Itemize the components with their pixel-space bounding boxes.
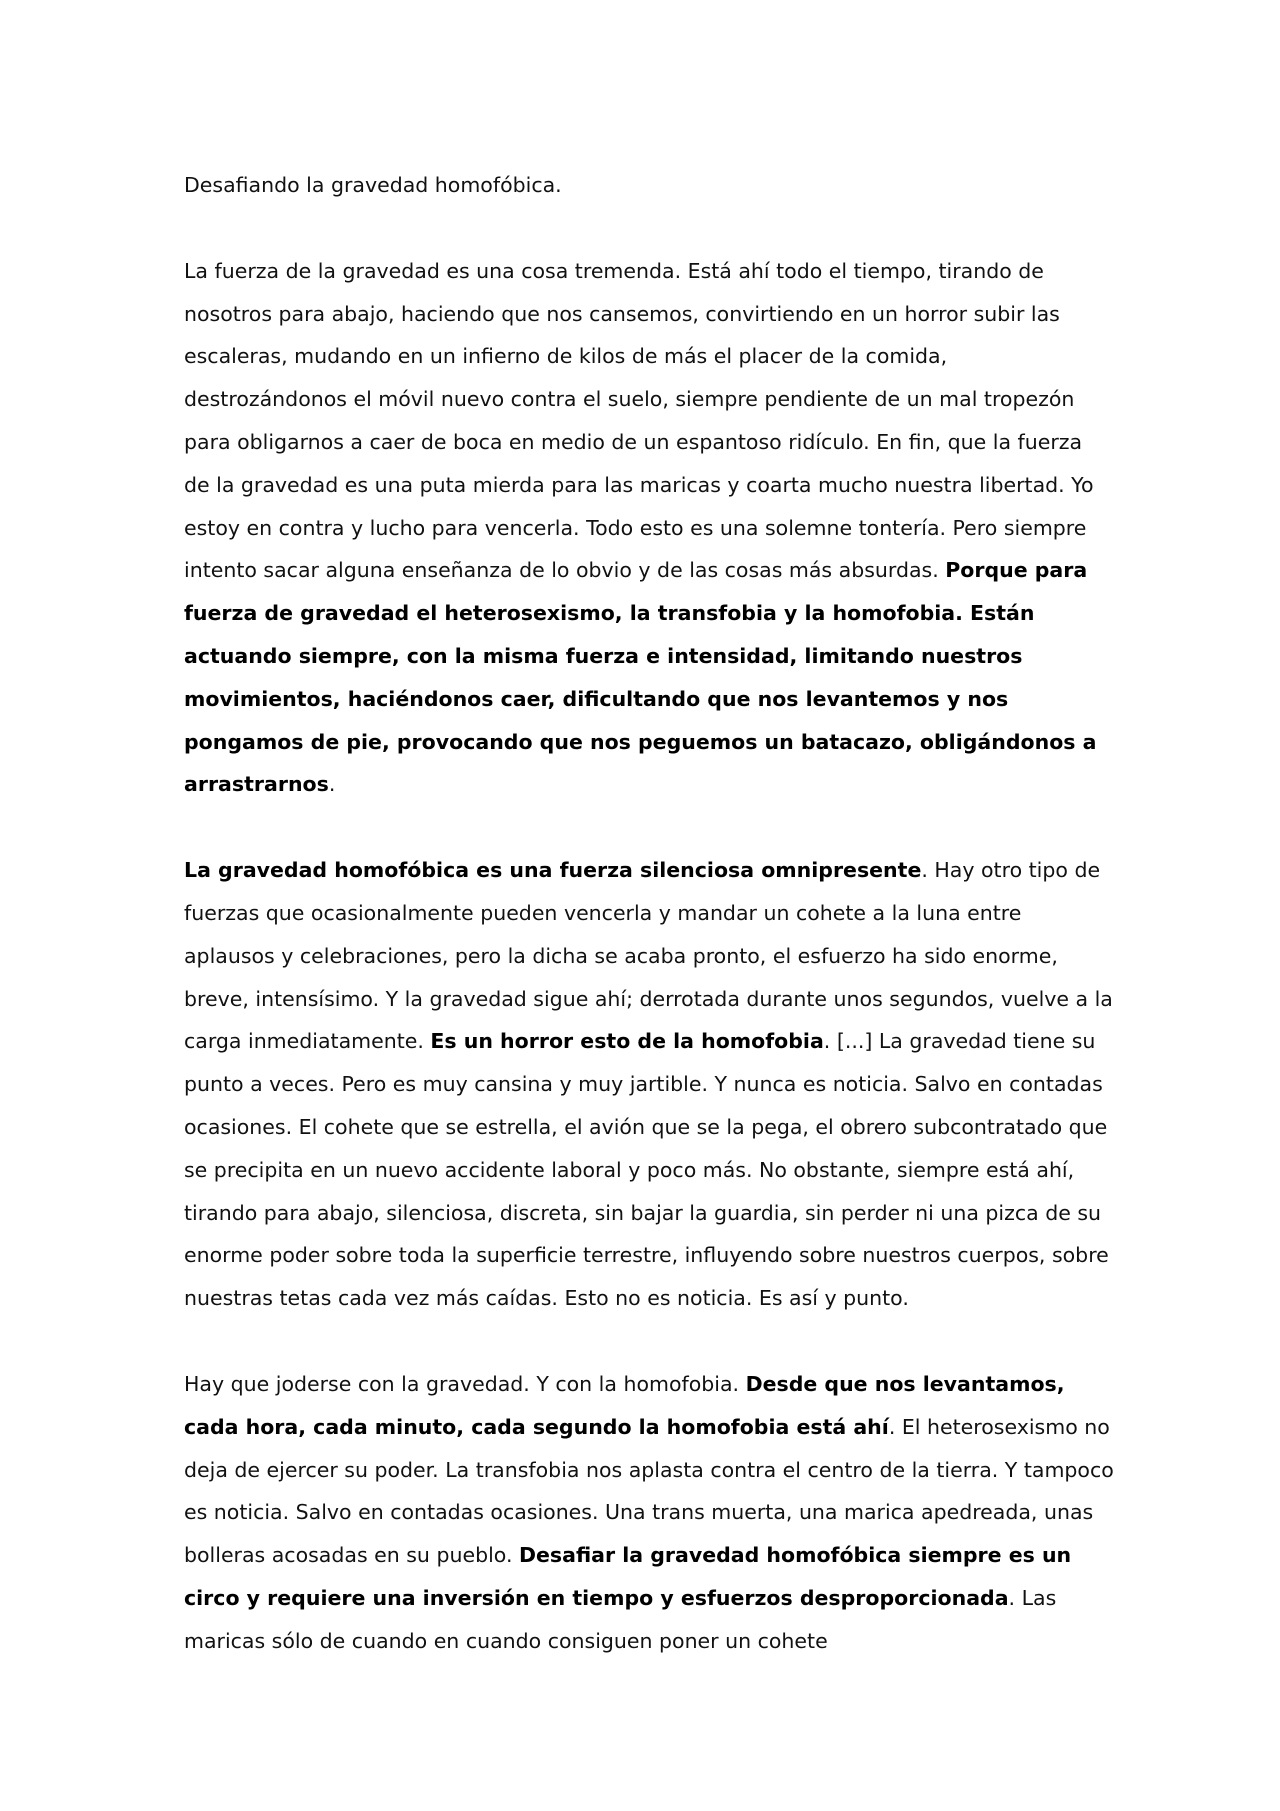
bold-text-run: Desde que nos levantamos, cada hora, cada minuto, cada segundo la homofobia está ahí — [184, 1371, 1065, 1439]
text-run: . Las maricas sólo de cuando en cuando consiguen poner un cohete — [184, 1585, 1057, 1653]
text-run: . El heterosexismo no deja de ejercer su poder. La transfobia nos aplasta contra el centro de la tierra. Y tampoco es noticia. Salvo en contadas ocasiones. Una trans muerta, una marica apedreada, unas bolleras acosadas en su pueblo. — [184, 1414, 1114, 1568]
document-title: Desafiando la gravedad homofóbica. — [184, 173, 562, 197]
paragraph-1 — [184, 250, 1114, 806]
text-run: . [...] La gravedad tiene su punto a veces. Pero es muy cansina y muy jartible. Y nunca es noticia. Salvo en contadas ocasiones. El cohete que se estrella, el avión que se la pega, el obrero subcontratado que se precipita en un nuevo accidente laboral y poco más. No obstante, siempre está ahí, tirando para abajo, silenciosa, discreta, sin bajar la guardia, sin perder ni una pizca de su enorme poder sobre toda la superficie terrestre, influyendo sobre nuestros cuerpos, sobre nuestras tetas cada vez más caídas. Esto no es noticia. Es así y punto. — [184, 1029, 1109, 1311]
paragraph-2 — [184, 849, 1114, 1320]
text-run: La fuerza de la gravedad es una cosa tremenda. Está ahí todo el tiempo, tirando de nosotros para abajo, haciendo que nos cansemos, convirtiendo en un horror subir las escaleras, mudando en un infierno de kilos de más el placer de la comida, destrozándonos el móvil nuevo contra el suelo, siempre pendiente de un mal tropezón para obligarnos a caer de boca en medio de un espantoso ridículo. En fin, que la fuerza de la gravedad es una puta mierda para las maricas y coarta mucho nuestra libertad. Yo estoy en contra y lucho para vencerla. Todo esto es una solemne tontería. Pero siempre intento sacar alguna enseñanza de lo obvio y de las cosas más absurdas. — [184, 258, 1094, 583]
text-run: . — [328, 772, 336, 797]
bold-text-run: La gravedad homofóbica es una fuerza silenciosa omnipresente — [184, 858, 922, 883]
text-run: . Hay otro tipo de fuerzas que ocasionalmente pueden vencerla y mandar un cohete a la luna entre aplausos y celebraciones, pero la dicha se acaba pronto, el esfuerzo ha sido enorme, breve, intensísimo. Y la gravedad sigue ahí; derrotada durante unos segundos, vuelve a la carga inmediatamente. — [184, 858, 1113, 1054]
document-body — [184, 164, 1114, 1706]
bold-text-run: Desafiar la gravedad homofóbica siempre es un circo y requiere una inversión en tiempo y esfuerzos desproporcionada — [184, 1543, 1072, 1610]
paragraph-3 — [184, 1363, 1114, 1663]
bold-text-run: Porque para fuerza de gravedad el heterosexismo, la transfobia y la homofobia. Están actuando siempre, con la misma fuerza e intensidad, limitando nuestros movimientos, haciéndonos caer, dificultando que nos levantemos y nos pongamos de pie, provocando que nos peguemos un batacazo, obligándonos a arrastrarnos — [184, 558, 1097, 797]
bold-text-run: Es un horror esto de la homofobia — [430, 1029, 824, 1054]
text-run: Hay que joderse con la gravedad. Y con la homofobia. — [184, 1371, 746, 1396]
